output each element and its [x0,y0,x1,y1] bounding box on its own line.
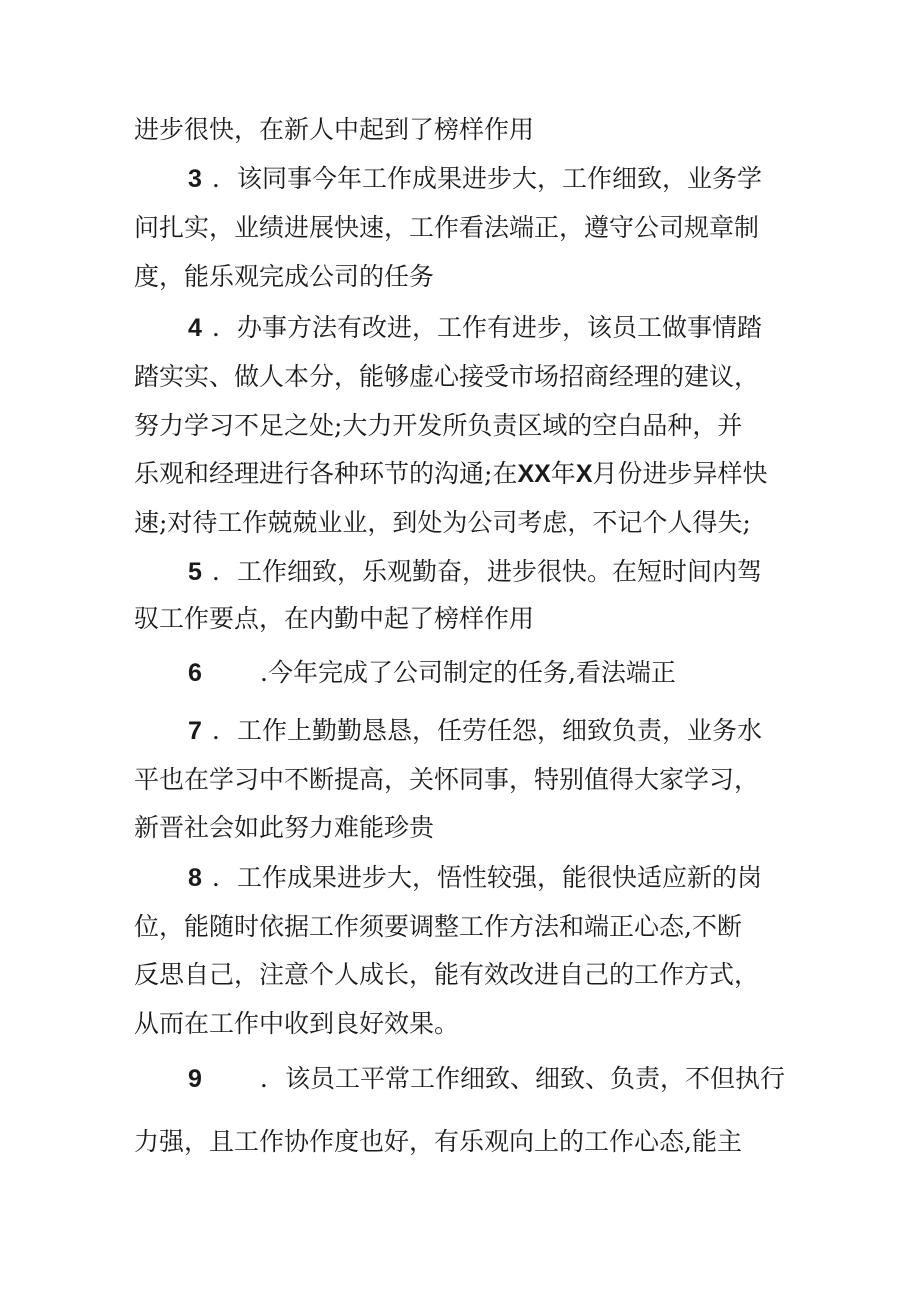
item-9-line-1 [188,1063,848,1095]
item-number: 4 [188,314,202,342]
text: 问扎实，业绩进展快速，工作看法端正，遵守公司规章制 [134,213,760,242]
item-number: 5 [188,558,202,586]
text: ．该员工平常工作细致、细致、负责，不但执行 [260,1064,786,1093]
item-4-line-1 [188,312,848,344]
redacted-month: X [575,460,593,488]
item-3-line-1 [188,163,848,195]
text: 新晋社会如此努力难能珍贵 [134,813,435,842]
text: 年 [550,459,576,488]
item-number: 3 [188,165,202,193]
item-9-line-2 [134,1126,794,1158]
text: ．该同事今年工作成果进步大，工作细致，业务学 [212,164,763,193]
item-4-line-5 [134,507,794,539]
text: 踏实实、做人本分，能够虚心接受市场招商经理的建议， [134,362,760,391]
text: 速;对待工作兢兢业业，到处为公司考虑，不记个人得失; [134,508,751,537]
text: 月份进步异样快 [592,459,768,488]
text: 度，能乐观完成公司的任务 [134,262,435,291]
item-number: 7 [188,717,202,745]
text: 反思自己，注意个人成长，能有效改进自己的工作方式， [134,960,760,989]
item-8-line-1 [188,862,848,894]
text: ．工作上勤勤恳恳，任劳任怨，细致负责，业务水 [212,716,763,745]
item-4-line-3 [134,410,794,442]
item-4-line-2 [134,361,794,393]
item-8-line-3 [134,959,794,991]
item-3-line-2 [134,212,794,244]
item-8-line-2 [134,911,794,943]
text: ．工作成果进步大，悟性较强，能很快适应新的岗 [212,863,763,892]
text: 从而在工作中收到良好效果。 [134,1009,460,1038]
redacted-year: XX [517,460,551,488]
item-number: 8 [188,864,202,892]
text: 平也在学习中不断提高，关怀同事，特别值得大家学习， [134,765,760,794]
text: 驭工作要点，在内勤中起了榜样作用 [134,604,535,633]
text: ．办事方法有改进，工作有进步，该员工做事情踏 [212,313,763,342]
text: 进步很快，在新人中起到了榜样作用 [134,115,535,144]
item-6-line-1 [188,657,848,689]
text: 力强，且工作协作度也好，有乐观向上的工作心态,能主 [134,1127,742,1156]
item-4-line-4 [134,458,794,490]
item-5-line-2 [134,603,794,635]
item-7-line-3 [134,812,794,844]
item-7-line-2 [134,764,794,796]
text: 位，能随时依据工作须要调整工作方法和端正心态,不断 [134,912,742,941]
paragraph-continuation-line [134,114,794,146]
item-number: 9 [188,1065,202,1093]
text: 努力学习不足之处;大力开发所负责区域的空白品种，并 [134,411,743,440]
item-number: 6 [188,659,202,687]
item-3-line-3 [134,261,794,293]
text: .今年完成了公司制定的任务,看法端正 [260,658,676,687]
text: ．工作细致，乐观勤奋，进步很快。在短时间内驾 [212,557,763,586]
text: 乐观和经理进行各种环节的沟通;在 [134,459,518,488]
item-8-line-4 [134,1008,794,1040]
item-7-line-1 [188,715,848,747]
item-5-line-1 [188,556,848,588]
